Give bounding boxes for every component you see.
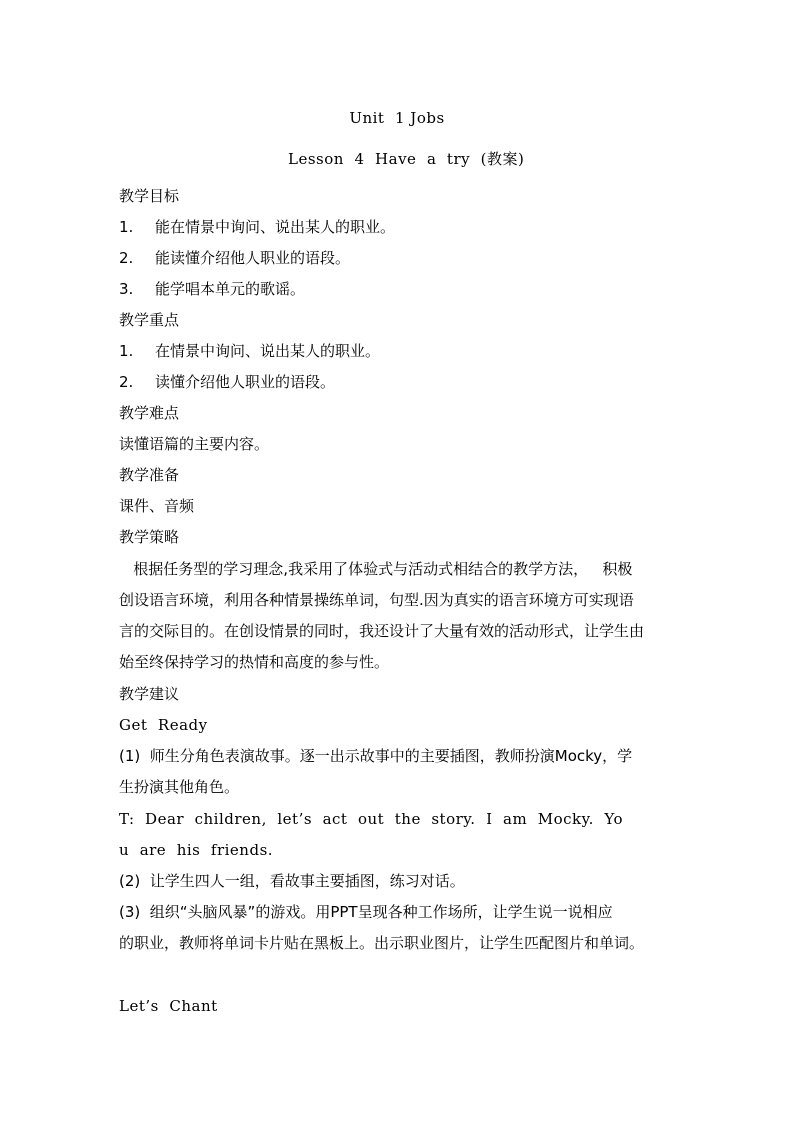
chant-label: Let’s Chant [119,997,218,1015]
strategy-paragraph-line: 创设语言环境，利用各种情景操练单词，句型.因为真实的语言环境方可实现语 [119,591,634,609]
objective-item [119,279,679,299]
preparation-heading: 教学准备 [119,466,180,484]
item-text: 在情景中询问、说出某人的职业。 [155,342,381,360]
item-text: 能读懂介绍他人职业的语段。 [155,249,351,267]
item-number: 3. [119,280,134,298]
item-number: 2. [119,249,134,267]
strategy-paragraph-line: 始至终保持学习的热情和高度的参与性。 [119,653,390,671]
dialogue-line: u are his friends. [119,841,274,859]
document-title: Unit 1 Jobs [349,109,445,127]
step3-line: 的职业，教师将单词卡片贴在黑板上。出示职业图片，让学生匹配图片和单词。 [119,934,645,952]
objective-item [119,248,679,268]
strategy-heading: 教学策略 [119,528,180,546]
step1-line: (1) 师生分角色表演故事。逐一出示故事中的主要插图，教师扮演Mocky，学 [119,747,633,765]
item-text: 能在情景中询问、说出某人的职业。 [155,218,396,236]
key-point-item [119,341,679,361]
strategy-paragraph-line: 根据任务型的学习理念,我采用了体验式与活动式相结合的教学方法， 积极 [119,560,633,578]
item-number: 2. [119,373,134,391]
step2-line: (2) 让学生四人一组，看故事主要插图，练习对话。 [119,872,465,890]
dialogue-line: T: Dear children, let’s act out the story. I am Mocky. Yo [119,810,624,828]
key-points-heading: 教学重点 [119,311,180,329]
item-number: 1. [119,342,134,360]
step1-line: 生扮演其他角色。 [119,778,240,796]
step3-line: (3) 组织“头脑风暴”的游戏。用PPT呈现各种工作场所，让学生说一说相应 [119,903,613,921]
strategy-paragraph-line: 言的交际目的。在创设情景的同时，我还设计了大量有效的活动形式，让学生由 [119,622,645,640]
item-text: 能学唱本单元的歌谣。 [155,280,306,298]
lesson-subtitle: Lesson 4 Have a try (教案) [288,150,525,168]
item-text: 读懂介绍他人职业的语段。 [155,373,336,391]
item-number: 1. [119,218,134,236]
difficulty-heading: 教学难点 [119,404,180,422]
objective-item [119,217,679,237]
objectives-heading: 教学目标 [119,187,180,205]
difficulty-text: 读懂语篇的主要内容。 [119,435,270,453]
preparation-text: 课件、音频 [119,497,195,515]
key-point-item [119,372,679,392]
get-ready-label: Get Ready [119,716,208,734]
suggestions-heading: 教学建议 [119,685,180,703]
